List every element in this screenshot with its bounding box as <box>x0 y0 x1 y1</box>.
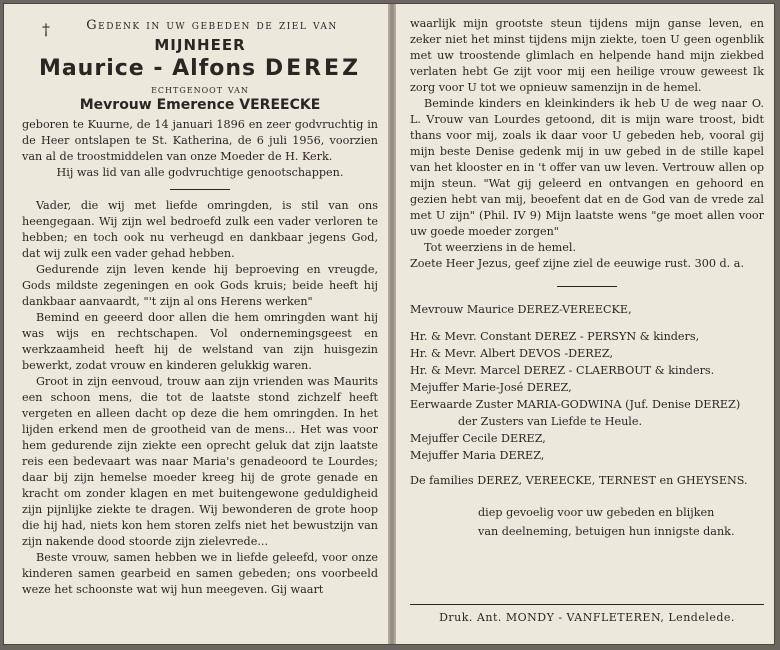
family-line: Mevrouw Maurice DEREZ-VEREECKE, <box>410 303 632 316</box>
title: MIJNHEER <box>154 36 246 54</box>
family-line: Eerwaarde Zuster MARIA-GODWINA (Juf. Denise DEREZ) <box>410 398 741 411</box>
first-names: Maurice - Alfons <box>38 56 257 81</box>
family-spacer <box>410 464 764 472</box>
closing-text <box>410 503 764 541</box>
paragraph: waarlijk mijn grootste steun tijdens mijn ganse leven, en zeker niet het minst tijdens mijn ziekte, toen U geen ogenblik met uw troostende glimlach en helpende hand mijn ziekbed verlaten hebt Ge zijt voor mij een heilige vrouw geweest Ik zorg voor U tot we opnieuw samenzijn in de hemel. <box>410 17 764 94</box>
family-line: Hr. & Mevr. Albert DEVOS -DEREZ, <box>410 347 614 360</box>
deceased-name <box>22 56 378 81</box>
right-body <box>410 16 764 272</box>
paragraph: Beste vrouw, samen hebben we in liefde geleefd, voor onze kinderen samen gearbeid en samen gebeden; ons voorbeeld weze het schoonste wat wij hun meegeven. Gij waart <box>22 551 378 596</box>
cross-icon: † <box>42 20 50 39</box>
family-line: Hr. & Mevr. Marcel DEREZ - CLAERBOUT & kinders. <box>410 364 715 377</box>
paragraph: Tot weerziens in de hemel. <box>424 241 577 254</box>
spouse-name: Mevrouw Emerence VEREECKE <box>79 97 321 113</box>
paragraph: Gedurende zijn leven kende hij beproeving en vreugde, Gods mildste zegeningen en ook Gods kruis; beide heeft hij dankbaar aanvaardt, "'t zijn al ons Herens werken" <box>22 263 378 308</box>
spouse-label: echtgenoot van <box>151 82 249 96</box>
prayer-text: Zoete Heer Jezus, geef zijne ziel de eeuwige rust. 300 d. a. <box>410 257 745 270</box>
family-line: der Zusters van Liefde te Heule. <box>458 415 643 428</box>
divider <box>557 286 617 287</box>
family-list <box>410 301 764 489</box>
last-name: DEREZ <box>264 56 362 81</box>
membership-text: Hij was lid van alle godvruchtige genootschappen. <box>56 166 344 179</box>
birth-death-text: geboren te Kuurne, de 14 januari 1896 en zeer godvruchtig in de Heer ontslapen te St. Katherina, de 6 juli 1956, voorzien van al de troostmiddelen van onze Moeder de H. Kerk. <box>22 118 378 163</box>
paragraph: Bemind en geeerd door allen die hem omringden want hij was wijs en rechtschapen. Vol ondernemingsgeest en werkzaamheid heeft hij de welstand van zijn huisgezin bewerkt, zodat vrouw en kinderen gelukkig waren. <box>22 311 378 372</box>
paragraph: Vader, die wij met liefde omringden, is stil van ons heengegaan. Wij zijn wel bedroefd zulk een vader verloren te hebben; en toch ook nu verheugd en dankbaar jegens God, dat wij zulk een vader gehad hebben. <box>22 199 378 260</box>
divider <box>170 189 230 190</box>
paragraph: Groot in zijn eenvoud, trouw aan zijn vrienden was Maurits een schoon mens, die tot de laatste stond zichzelf heeft vergeten en alleen dacht op deze die hem omringden. In het lijden erkend men de grootheid van de mens... Het was voor hem gedurende zijn ziekte een oprecht geluk dat zijn laatste reis een bedevaart was naar Maria's genadeoord te Lourdes; daar bij zijn hemelse moeder kreeg hij de grote genade en kracht om zonder klagen en met buitengewone geduldigheid zijn pijnlijke ziekte te dragen. Wij bewonderen de grote hoop die hij had, niets kon hem storen zelfs niet het bewustzijn van zijn nakende dood stoorde zijn zielevrede... <box>22 375 378 548</box>
family-line: Hr. & Mevr. Constant DEREZ - PERSYN & kinders, <box>410 330 700 343</box>
printer-credit: Druk. Ant. MONDY - VANFLETEREN, Lendelede. <box>410 604 764 624</box>
families-line: De families DEREZ, VEREECKE, TERNEST en GHEYSENS. <box>410 474 748 487</box>
paragraph: Beminde kinders en kleinkinders ik heb U de weg naar O. L. Vrouw van Lourdes getoond, dit is mijn ware troost, bidt thans voor mij, zoals ik daar voor U gebeden heb, vooral gij mijn beste Denise gedenk mij in uw gebed in de stille kapel van het klooster en in 't offer van uw leven. Vertrouw allen op mijn steun. "Wat gij geleerd en ontvangen en gehoord en gezien hebt van mij, beoefent dat en de God van de vrede zal met U zijn" (Phil. IV 9) Mijn laatste wens "ge moet allen voor uw goede moeder zorgen" <box>410 97 764 238</box>
right-page <box>396 4 774 644</box>
family-line: Mejuffer Cecile DEREZ, <box>410 432 546 445</box>
center-fold <box>388 4 396 644</box>
closing-line: diep gevoelig voor uw gebeden en blijken <box>478 506 715 519</box>
left-body <box>22 117 378 598</box>
family-line: Mejuffer Marie-José DEREZ, <box>410 381 572 394</box>
remembrance-line: Gedenk in uw gebeden de ziel van <box>86 18 338 33</box>
family-spacer <box>410 318 764 328</box>
memorial-card <box>4 4 774 644</box>
left-page <box>4 4 388 644</box>
family-line: Mejuffer Maria DEREZ, <box>410 449 545 462</box>
closing-line: van deelneming, betuigen hun innigste dank. <box>478 525 735 538</box>
